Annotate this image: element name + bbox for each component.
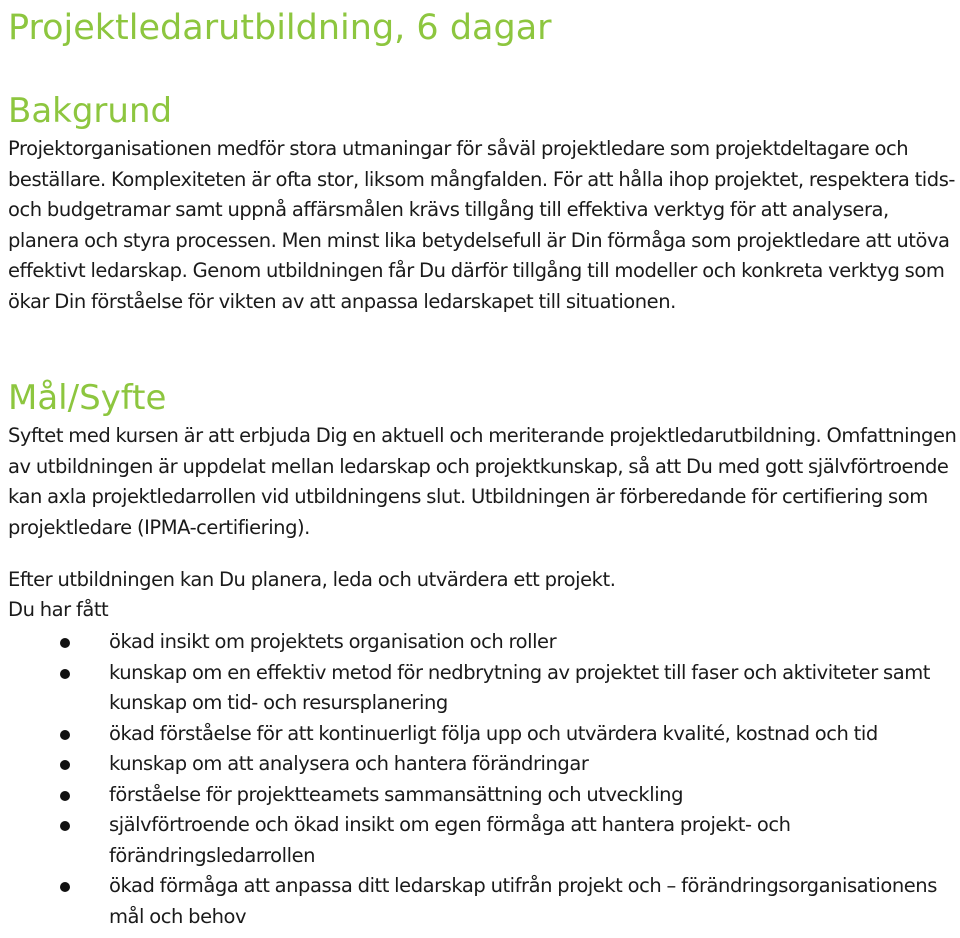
have-gained-line: Du har fått [8,598,109,621]
bullet-icon [60,791,70,801]
list-item-text: ökad förståelse för att kontinuerligt följa upp och utvärdera kvalité, kostnad och tid [109,721,878,745]
list-item [8,719,960,750]
list-item [8,871,960,932]
bullet-icon [60,882,70,892]
list-item-text: ökad insikt om projektets organisation och roller [109,630,557,653]
list-item-text: ökad förmåga att anpassa ditt ledarskap utifrån projekt och – förändringsorganisationens mål och behov [109,874,937,928]
background-paragraph: Projektorganisationen medför stora utmaningar för såväl projektledare som projektdeltagare och beställare. Komplexiteten är ofta stor, liksom mångfalden. För att hålla ihop projektet, respektera tids- och budgetramar samt uppnå affärsmålen krävs tillgång till effektiva verktyg för att analysera, planera och styra processen. Men minst lika betydelsefull är Din förmåga som projektledare att utöva effektivt ledarskap. Genom utbildningen får Du därför tillgång till modeller och konkreta verktyg som ökar Din förståelse för vikten av att anpassa ledarskapet till situationen. [8,137,955,313]
list-item-text: kunskap om en effektiv metod för nedbrytning av projektet till faser och aktiviteter samt kunskap om tid- och resursplanering [109,660,930,714]
bullet-icon [60,669,70,679]
bullet-icon [60,760,70,770]
list-item [8,658,960,719]
bullet-icon [60,821,70,831]
list-item [8,810,960,871]
list-item [8,749,960,780]
document-title: Projektledarutbildning, 6 dagar [8,8,552,48]
bullet-icon [60,638,70,648]
list-item-text: självförtroende och ökad insikt om egen förmåga att hantera projekt- och förändringsledarrollen [109,813,791,867]
list-item [8,627,960,658]
list-item-text: kunskap om att analysera och hantera förändringar [109,752,589,775]
after-training-line: Efter utbildningen kan Du planera, leda och utvärdera ett projekt. [8,568,616,591]
outcome-list [8,627,960,932]
background-heading: Bakgrund [8,91,173,131]
bullet-icon [60,730,70,740]
goal-heading: Mål/Syfte [8,378,167,418]
goal-paragraph: Syftet med kursen är att erbjuda Dig en aktuell och meriterande projektledarutbildning. Omfattningen av utbildningen är uppdelat mellan ledarskap och projektkunskap, så att Du med gott självförtroende kan axla projektledarrollen vid utbildningens slut. Utbildningen är förberedande för certifiering som projektledare (IPMA-certifiering). [8,424,957,539]
list-item [8,780,960,811]
list-item-text: förståelse för projektteamets sammansättning och utveckling [109,782,683,806]
